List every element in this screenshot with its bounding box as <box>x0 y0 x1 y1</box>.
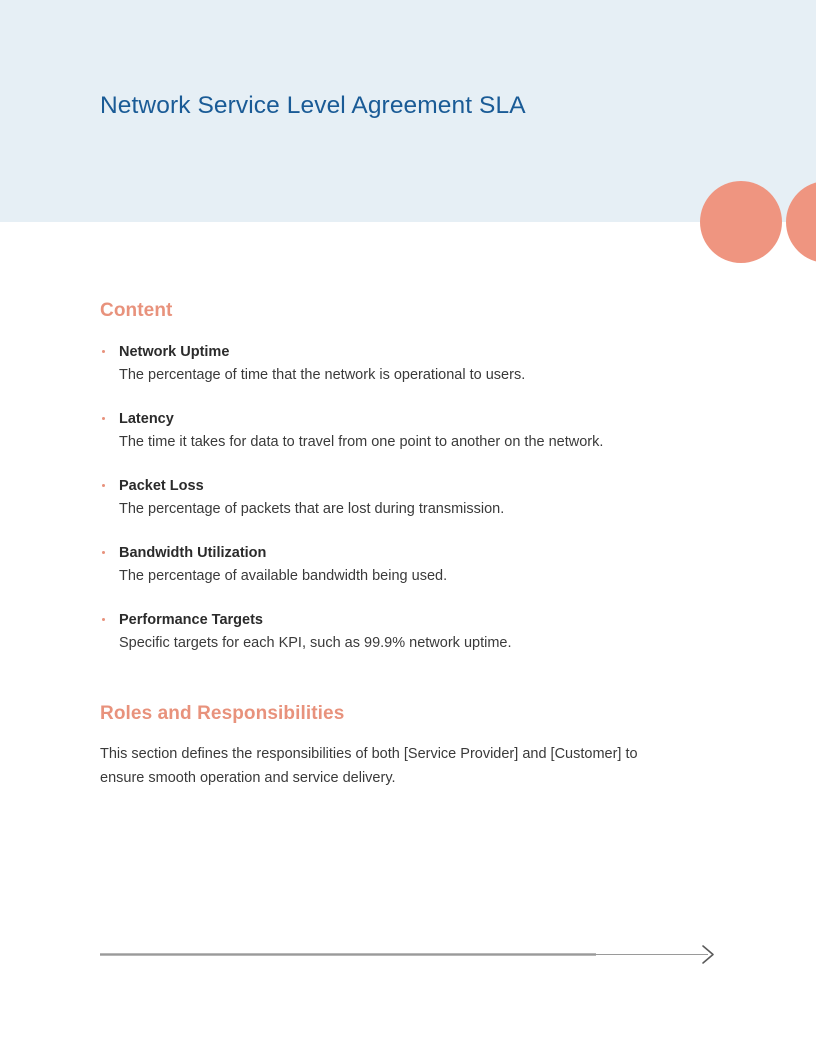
list-item-description: The percentage of packets that are lost during transmission. <box>119 500 505 517</box>
list-item-title: Latency <box>119 411 174 428</box>
list-item-description: Specific targets for each KPI, such as 99.9% network uptime. <box>119 634 512 651</box>
page-navigation-arrow[interactable] <box>100 940 720 970</box>
bullet-dot-icon <box>102 417 105 420</box>
page-title: Network Service Level Agreement SLA <box>100 92 526 119</box>
list-item-title: Packet Loss <box>119 478 204 495</box>
list-item-title: Bandwidth Utilization <box>119 545 267 562</box>
list-item <box>100 477 716 521</box>
list-item-description: The time it takes for data to travel from one point to another on the network. <box>119 433 604 450</box>
list-item-description: The percentage of time that the network is operational to users. <box>119 366 526 383</box>
list-item <box>100 611 716 655</box>
content-item-list <box>100 343 716 655</box>
bullet-dot-icon <box>102 551 105 554</box>
list-item <box>100 410 716 454</box>
roles-section <box>100 703 716 790</box>
list-item <box>100 544 716 588</box>
bullet-dot-icon <box>102 350 105 353</box>
roles-section-paragraph: This section defines the responsibilities of both [Service Provider] and [Customer] to ensure smooth operation and service delivery. <box>100 746 638 786</box>
list-item-description: The percentage of available bandwidth being used. <box>119 567 448 584</box>
bullet-dot-icon <box>102 484 105 487</box>
list-item <box>100 343 716 387</box>
list-item-title: Network Uptime <box>119 344 230 360</box>
header-band <box>0 0 816 222</box>
content-section-heading: Content <box>100 300 173 321</box>
content-area <box>100 300 716 805</box>
bullet-dot-icon <box>102 618 105 621</box>
list-item-title: Performance Targets <box>119 612 263 629</box>
roles-section-heading: Roles and Responsibilities <box>100 703 345 725</box>
decorative-circle-left <box>700 181 782 263</box>
